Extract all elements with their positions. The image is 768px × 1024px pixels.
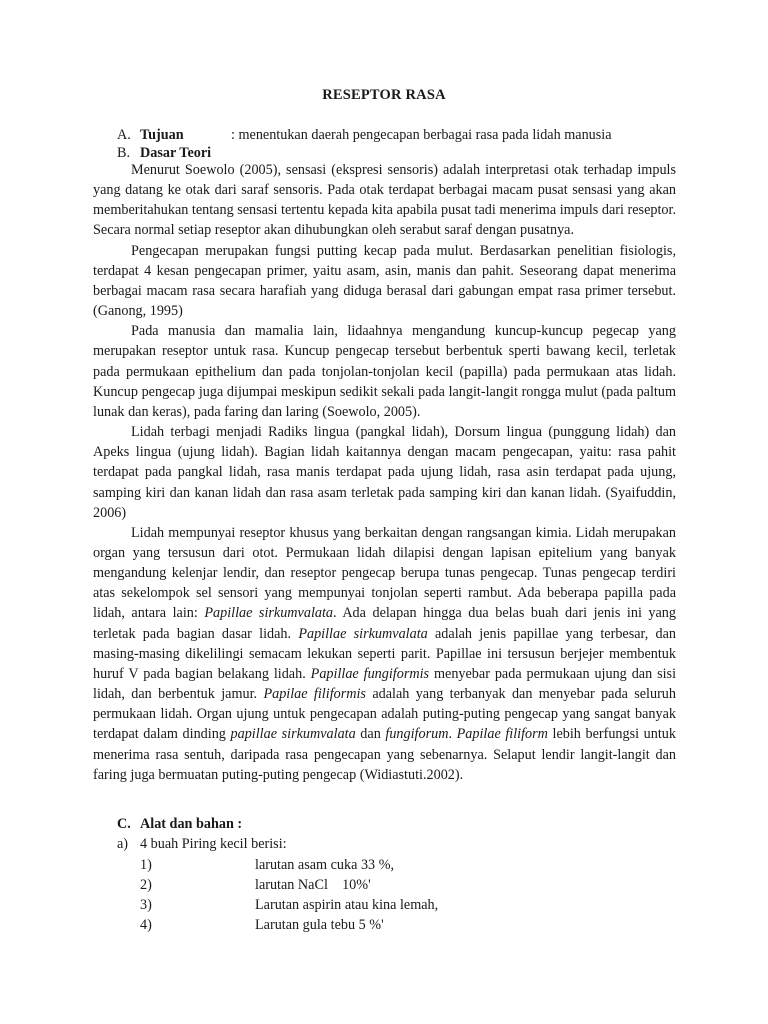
text-run: Menurut Soewolo (2005), sensasi (ekspresi sensoris) adalah interpretasi otak terhadap impuls yang datang ke otak dari saraf sensoris. Pada otak terdapat berbagai macam pusat sensasi yang akan memberitahukan tentang sensasi tertentu kepada kita apabila pusat tadi menerima impuls dari reseptor. Secara normal setiap reseptor akan dihubungkan oleh serabut saraf dengan pusatnya. [93, 162, 676, 239]
item-a-text: 4 buah Piring kecil berisi: [140, 836, 287, 852]
body-paragraph [93, 241, 676, 322]
text-run: dan [355, 726, 386, 743]
page-title: RESEPTOR RASA [322, 87, 446, 103]
italic-term: Papilae filiformis [263, 686, 366, 703]
italic-term: Papillae fungiformis [310, 665, 430, 682]
section-c-label: Alat dan bahan : [140, 816, 243, 832]
body-paragraph [93, 422, 676, 523]
solution-text: larutan asam cuka 33 %, [255, 857, 395, 873]
solution-text: Larutan aspirin atau kina lemah, [255, 897, 439, 913]
text-run: adalah yang terbanyak dan menyebar pada seluruh permukaan lidah. Organ ujung untuk pengecapan adalah puting-puting pengecap yang sangat banyak terdapat dalam dinding [93, 686, 676, 743]
section-b-label: Dasar Teori [140, 145, 212, 161]
body-text [93, 160, 676, 785]
section-a-label: Tujuan [140, 127, 184, 143]
italic-term: papillae sirkumvalata [230, 726, 356, 743]
solution-text: larutan NaCl 10%' [255, 877, 371, 893]
solution-text: Larutan gula tebu 5 %' [255, 917, 384, 933]
text-run: menyebar pada permukaan ujung dan sisi lidah, dan berbentuk jamur. [93, 665, 677, 703]
text-run: Pada manusia dan mamalia lain, lidaahnya mengandung kuncup-kuncup pegecap yang merupakan reseptor untuk rasa. Kuncup pengecap tersebut berbentuk sperti bawang kecil, terletak pada permukaan epithelium dan pada tonjolan-tonjolan kecil (papilla) pada permukaan atas lidah. Kuncup pengecap juga dijumpai meskipun sedikit sekali pada langit-langit rongga mulut (pada paltum lunak dan keras), pada faring dan laring (Soewolo, 2005). [93, 323, 676, 420]
body-paragraph [93, 523, 676, 785]
italic-term: Papillae sirkumvalata [204, 605, 334, 622]
item-a-marker: a) [117, 836, 129, 852]
solution-number: 1) [140, 857, 152, 873]
section-a-letter: A. [117, 127, 131, 143]
section-c-letter: C. [117, 816, 131, 832]
italic-term: fungiforum [385, 726, 449, 743]
section-b-letter: B. [117, 145, 131, 161]
text-run: lebih berfungsi untuk menerima rasa sentuh, daripada rasa pengecapan yang sebenarnya. Selaput lendir langit-langit dan faring juga bermuatan puting-puting pengecap (Widiastuti.2002). [93, 726, 676, 783]
text-run: . [448, 726, 457, 743]
body-paragraph [93, 160, 676, 241]
text-run: Lidah terbagi menjadi Radiks lingua (pangkal lidah), Dorsum lingua (punggung lidah) dan Apeks lingua (ujung lidah). Bagian lidah kaitannya dengan macam pengecapan, yaitu: rasa pahit terdapat pada pangkal lidah, rasa manis terdapat pada ujung lidah, rasa asin terdapat pada ujung, samping kiri dan kanan lidah dan rasa asam terletak pada samping kiri dan kanan lidah. (Syaifuddin, 2006) [93, 424, 676, 521]
solution-number: 3) [140, 897, 152, 913]
text-run: Pengecapan merupakan fungsi putting kecap pada mulut. Berdasarkan penelitian fisiologis, terdapat 4 kesan pengecapan primer, yaitu asam, asin, manis dan pahit. Seseorang dapat menerima berbagai macam rasa secara harafiah yang diduga berasal dari gabungan empat rasa primer tersebut. (Ganong, 1995) [93, 242, 676, 320]
body-paragraph [93, 321, 676, 422]
italic-term: Papilae filiform [456, 726, 548, 743]
solution-number: 2) [140, 877, 152, 893]
italic-term: Papillae sirkumvalata [298, 625, 428, 642]
solution-number: 4) [140, 917, 152, 933]
text-run: Lidah mempunyai reseptor khusus yang berkaitan dengan rangsangan kimia. Lidah merupakan organ yang tersusun dari otot. Permukaan lidah dilapisi dengan lapisan epitelium yang banyak mengandung kelenjar lendir, dan reseptor pengecap berupa tunas pengecap. Tunas pengecap terdiri atas sekelompok sel sensori yang mempunyai tonjolan seperti rambut. Ada beberapa papilla pada lidah, antara lain: [93, 524, 676, 622]
section-a-text: : menentukan daerah pengecapan berbagai rasa pada lidah manusia [231, 127, 612, 143]
text-run: . Ada delapan hingga dua belas buah dari jenis ini yang terletak pada bagian dasar lidah. [93, 605, 676, 642]
text-run: adalah jenis papillae yang terbesar, dan masing-masing dikelilingi semacam lekukan seperti parit. Papillae ini tersusun berjejer membentuk huruf V pada bagian belakang lidah. [93, 625, 676, 682]
